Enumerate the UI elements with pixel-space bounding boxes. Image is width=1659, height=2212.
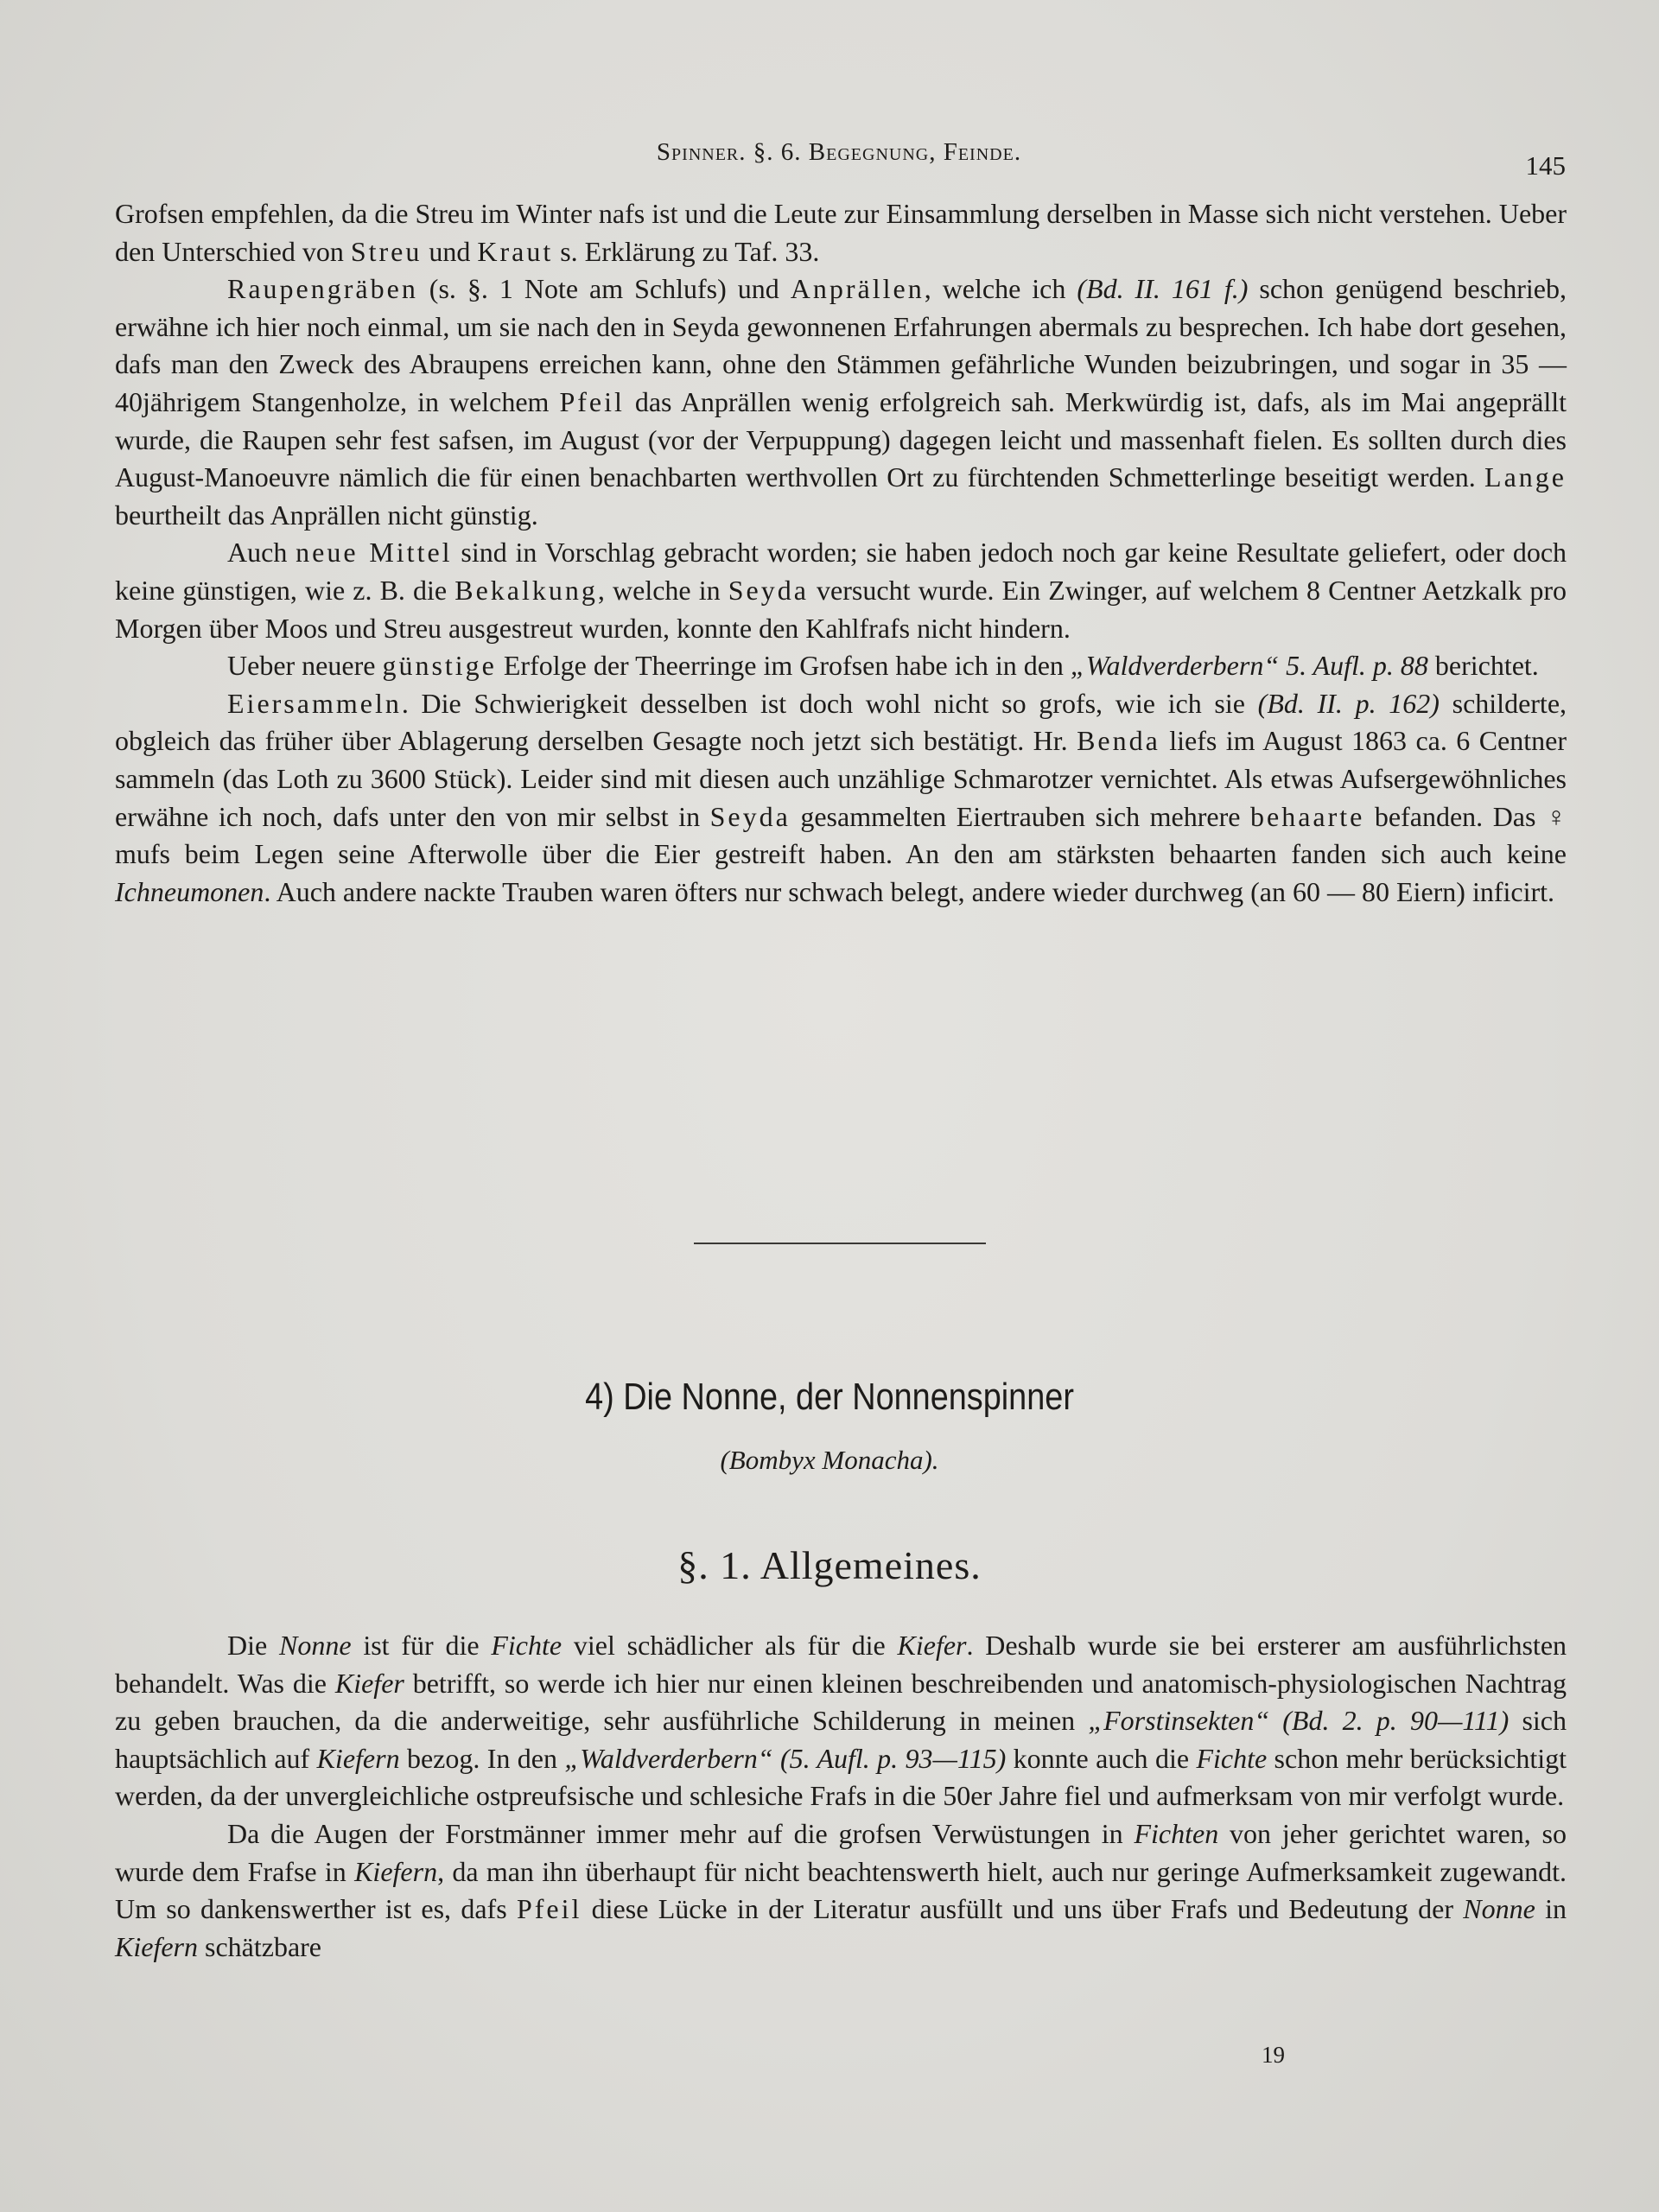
paragraph: Grofsen empfehlen, da die Streu im Winter nafs ist und die Leute zur Einsammlung derselben in Masse sich nicht verstehen. Ueber den Unterschied von Streu und Kraut s. Erklärung zu Taf. 33. bbox=[115, 198, 1567, 267]
section-title: §. 1. Allgemeines. bbox=[677, 1543, 982, 1587]
paragraph: Da die Augen der Forstmänner immer mehr auf die grofsen Verwüstungen in Fichten von jeher gerichtet waren, so wurde dem Frafse in Kiefern, da man ihn überhaupt für nicht beachtenswerth hielt, auch nur geringe Aufmerksamkeit zugewandt. Um so dankenswerther ist es, dafs Pfeil diese Lücke in der Literatur ausfüllt und uns über Frafs und Bedeutung der Nonne in Kiefern schätzbare bbox=[115, 1817, 1567, 1962]
running-head-title: Spinner. §. 6. Begegnung, Feinde. bbox=[656, 138, 1022, 166]
paragraph: Raupengräben (s. §. 1 Note am Schlufs) und Anprällen, welche ich (Bd. II. 161 f.) schon genügend beschrieb, erwähne ich hier noch einmal, um sie nach den in Seyda gewonnenen Erfahrungen abermals zu besprechen. Ich habe dort gesehen, dafs man den Zweck des Abraupens erreichen kann, ohne den Stämmen gefährliche Wunden beizubringen, und sogar in 35 — 40jährigem Stangenholze, in welchem Pfeil das Anprällen wenig erfolgreich sah. Merkwürdig ist, dafs, als im Mai angeprällt wurde, die Raupen sehr fest safsen, im August (vor der Verpuppung) dagegen leicht und massenhaft fielen. Es sollten durch dies August-Manoeuvre nämlich die für einen benachbarten werthvollen Ort zu fürchtenden Schmetterlinge beseitigt werden. Lange beurtheilt das Anprällen nicht günstig. bbox=[115, 273, 1567, 531]
section-divider bbox=[694, 1243, 986, 1244]
running-head bbox=[112, 138, 1566, 181]
page-number: 145 bbox=[1525, 150, 1566, 181]
paragraph: Eiersammeln. Die Schwierigkeit desselben ist doch wohl nicht so grofs, wie ich sie (Bd. II. p. 162) schilderte, obgleich das früher über Ablagerung derselben Gesagte noch jetzt sich bestätigt. Hr. Benda liefs im August 1863 ca. 6 Centner sammeln (das Loth zu 3600 Stück). Leider sind mit diesen auch unzählige Schmarotzer vernichtet. Als etwas Aufsergewöhnliches erwähne ich noch, dafs unter den von mir selbst in Seyda gesammelten Eiertrauben sich mehrere behaarte befanden. Das ♀ mufs beim Legen seine Afterwolle über die Eier gestreift haben. An den am stärksten behaarten fanden sich auch keine Ichneumonen. Auch andere nackte Trauben waren öfters nur schwach belegt, andere wieder durchweg (an 60 — 80 Eiern) inficirt. bbox=[115, 687, 1567, 907]
paragraph: Ueber neuere günstige Erfolge der Theerringe im Grofsen habe ich in den „Waldverderbern“ 5. Aufl. p. 88 berichtet. bbox=[227, 650, 1539, 682]
chapter-title: 4) Die Nonne, der Nonnenspinner bbox=[585, 1376, 1074, 1418]
bottom-text-block bbox=[115, 1627, 1567, 1966]
chapter-subtitle: (Bombyx Monacha). bbox=[720, 1445, 939, 1475]
paragraph: Die Nonne ist für die Fichte viel schädlicher als für die Kiefer. Deshalb wurde sie bei ersterer am ausführlichsten behandelt. Was die Kiefer betrifft, so werde ich hier nur einen kleinen beschreibenden und anatomisch-physiologischen Nachtrag zu geben brauchen, da die anderweitige, sehr ausführliche Schilderung in meinen „Forstinsekten“ (Bd. 2. p. 90—111) sich hauptsächlich auf Kiefern bezog. In den „Waldverderbern“ (5. Aufl. p. 93—115) konnte auch die Fichte schon mehr berücksichtigt werden, da der unvergleichliche ostpreufsische und schlesiche Frafs in die 50er Jahre fiel und aufmerksam von mir verfolgt wurde. bbox=[115, 1630, 1567, 1812]
top-text-block bbox=[115, 195, 1567, 911]
signature-mark: 19 bbox=[1262, 2042, 1285, 2068]
paragraph: Auch neue Mittel sind in Vorschlag gebracht worden; sie haben jedoch noch gar keine Resultate geliefert, oder doch keine günstigen, wie z. B. die Bekalkung, welche in Seyda versucht wurde. Ein Zwinger, auf welchem 8 Centner Aetzkalk pro Morgen über Moos und Streu ausgestreut wurden, konnte den Kahlfrafs nicht hindern. bbox=[115, 537, 1567, 644]
